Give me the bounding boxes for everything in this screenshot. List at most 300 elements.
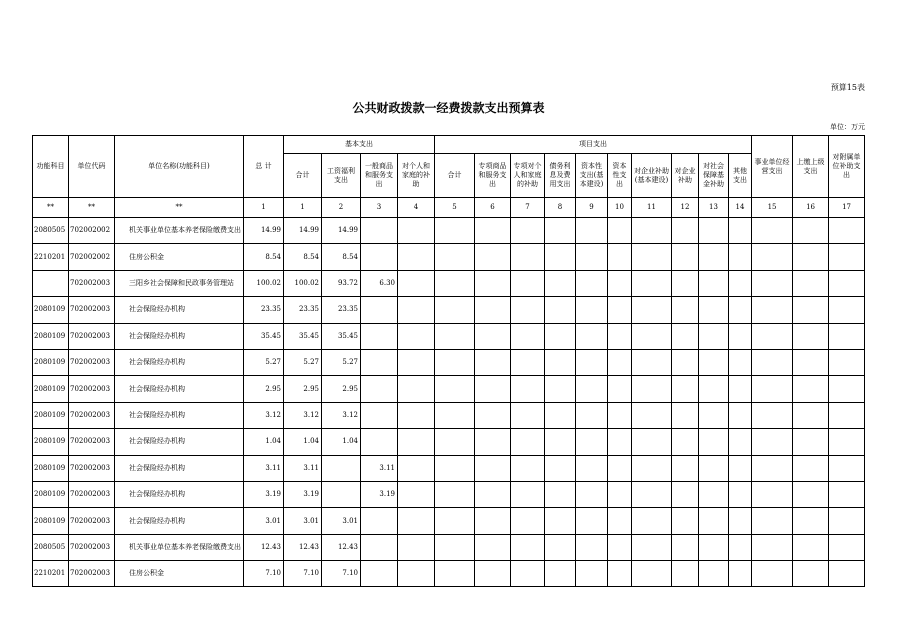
wage-cell: [322, 481, 361, 507]
index-cell: 1: [284, 198, 322, 218]
unit-code-cell: 702002003: [69, 455, 115, 481]
index-cell: 7: [511, 198, 545, 218]
empty-cell: [793, 218, 829, 244]
goods-services-cell: [361, 376, 398, 402]
empty-cell: [829, 244, 865, 270]
empty-cell: [608, 561, 632, 587]
personal-aid-cell: [398, 218, 435, 244]
empty-cell: [632, 349, 672, 375]
empty-cell: [545, 323, 576, 349]
total-cell: 3.19: [244, 481, 284, 507]
personal-aid-cell: [398, 297, 435, 323]
empty-cell: [829, 455, 865, 481]
empty-cell: [475, 402, 511, 428]
empty-cell: [608, 297, 632, 323]
wage-cell: 7.10: [322, 561, 361, 587]
empty-cell: [752, 402, 793, 428]
empty-cell: [729, 297, 752, 323]
empty-cell: [435, 534, 475, 560]
total-cell: 3.01: [244, 508, 284, 534]
empty-cell: [829, 534, 865, 560]
empty-cell: [475, 349, 511, 375]
empty-cell: [752, 323, 793, 349]
header-project: 专项商品和服务支出: [475, 154, 511, 198]
empty-cell: [672, 244, 699, 270]
empty-cell: [545, 402, 576, 428]
func-subject-cell: 2210201: [33, 244, 69, 270]
unit-code-cell: 702002003: [69, 429, 115, 455]
empty-cell: [435, 455, 475, 481]
goods-services-cell: [361, 349, 398, 375]
table-row: [33, 429, 865, 455]
empty-cell: [752, 218, 793, 244]
empty-cell: [632, 270, 672, 296]
unit-code-cell: 702002003: [69, 508, 115, 534]
total-cell: 3.12: [244, 402, 284, 428]
page-title: 公共财政拨款一经费拨款支出预算表: [352, 101, 545, 115]
empty-cell: [729, 349, 752, 375]
index-cell: **: [33, 198, 69, 218]
empty-cell: [729, 218, 752, 244]
empty-cell: [729, 455, 752, 481]
personal-aid-cell: [398, 534, 435, 560]
empty-cell: [699, 349, 729, 375]
empty-cell: [632, 402, 672, 428]
unit-code-cell: 702002003: [69, 561, 115, 587]
header-basic: 工资福利支出: [322, 154, 361, 198]
empty-cell: [475, 561, 511, 587]
unit-code-cell: 702002003: [69, 270, 115, 296]
unit-name-cell: 社会保险经办机构: [115, 481, 244, 507]
empty-cell: [752, 455, 793, 481]
table-row: [33, 376, 865, 402]
empty-cell: [829, 508, 865, 534]
unit-name-cell: 机关事业单位基本养老保险缴费支出: [115, 218, 244, 244]
empty-cell: [576, 349, 608, 375]
empty-cell: [475, 244, 511, 270]
header-project: 对企业补助(基本建设): [632, 154, 672, 198]
empty-cell: [632, 244, 672, 270]
func-subject-cell: 2080109: [33, 481, 69, 507]
empty-cell: [699, 376, 729, 402]
empty-cell: [672, 323, 699, 349]
empty-cell: [545, 297, 576, 323]
empty-cell: [729, 481, 752, 507]
unit-name-cell: 社会保险经办机构: [115, 297, 244, 323]
goods-services-cell: 3.19: [361, 481, 398, 507]
empty-cell: [699, 534, 729, 560]
index-cell: 4: [398, 198, 435, 218]
empty-cell: [435, 323, 475, 349]
empty-cell: [545, 429, 576, 455]
index-cell: 10: [608, 198, 632, 218]
empty-cell: [511, 270, 545, 296]
total-cell: 23.35: [244, 297, 284, 323]
empty-cell: [435, 270, 475, 296]
empty-cell: [511, 534, 545, 560]
empty-cell: [699, 244, 729, 270]
empty-cell: [576, 323, 608, 349]
table-row: [33, 323, 865, 349]
empty-cell: [829, 349, 865, 375]
header-unit-name: 单位名称(功能科目): [115, 136, 244, 198]
empty-cell: [545, 455, 576, 481]
index-cell: 16: [793, 198, 829, 218]
empty-cell: [511, 561, 545, 587]
empty-cell: [576, 534, 608, 560]
header-other: 事业单位经营支出: [752, 136, 793, 198]
empty-cell: [632, 534, 672, 560]
empty-cell: [672, 376, 699, 402]
wage-cell: 14.99: [322, 218, 361, 244]
header-project: 专项对个人和家庭的补助: [511, 154, 545, 198]
empty-cell: [793, 481, 829, 507]
empty-cell: [672, 270, 699, 296]
table-row: [33, 349, 865, 375]
empty-cell: [608, 323, 632, 349]
basic-total-cell: 3.01: [284, 508, 322, 534]
header-project: 合计: [435, 154, 475, 198]
func-subject-cell: [33, 270, 69, 296]
index-cell: 2: [322, 198, 361, 218]
unit-name-cell: 社会保险经办机构: [115, 508, 244, 534]
empty-cell: [435, 349, 475, 375]
goods-services-cell: [361, 244, 398, 270]
goods-services-cell: [361, 508, 398, 534]
table-row: [33, 402, 865, 428]
empty-cell: [435, 218, 475, 244]
empty-cell: [545, 534, 576, 560]
empty-cell: [545, 270, 576, 296]
index-cell: 17: [829, 198, 865, 218]
empty-cell: [608, 218, 632, 244]
empty-cell: [752, 349, 793, 375]
empty-cell: [829, 429, 865, 455]
empty-cell: [545, 349, 576, 375]
total-cell: 35.45: [244, 323, 284, 349]
goods-services-cell: [361, 323, 398, 349]
empty-cell: [576, 455, 608, 481]
basic-total-cell: 100.02: [284, 270, 322, 296]
empty-cell: [699, 508, 729, 534]
budget-table: [32, 135, 865, 587]
empty-cell: [608, 508, 632, 534]
func-subject-cell: 2080505: [33, 534, 69, 560]
empty-cell: [545, 508, 576, 534]
index-cell: **: [115, 198, 244, 218]
empty-cell: [632, 297, 672, 323]
personal-aid-cell: [398, 455, 435, 481]
empty-cell: [793, 323, 829, 349]
empty-cell: [435, 297, 475, 323]
func-subject-cell: 2080109: [33, 323, 69, 349]
goods-services-cell: [361, 534, 398, 560]
header-other: 上缴上级支出: [793, 136, 829, 198]
empty-cell: [632, 323, 672, 349]
empty-cell: [793, 534, 829, 560]
personal-aid-cell: [398, 349, 435, 375]
empty-cell: [793, 402, 829, 428]
empty-cell: [475, 297, 511, 323]
empty-cell: [608, 481, 632, 507]
wage-cell: 3.12: [322, 402, 361, 428]
empty-cell: [475, 429, 511, 455]
table-body: [33, 218, 865, 587]
basic-total-cell: 3.12: [284, 402, 322, 428]
unit-name-cell: 社会保险经办机构: [115, 323, 244, 349]
empty-cell: [511, 323, 545, 349]
index-cell: **: [69, 198, 115, 218]
func-subject-cell: 2080109: [33, 349, 69, 375]
unit-name-cell: 社会保险经办机构: [115, 455, 244, 481]
index-cell: 8: [545, 198, 576, 218]
empty-cell: [545, 376, 576, 402]
total-cell: 3.11: [244, 455, 284, 481]
basic-total-cell: 3.11: [284, 455, 322, 481]
empty-cell: [793, 349, 829, 375]
empty-cell: [545, 481, 576, 507]
empty-cell: [729, 508, 752, 534]
unit-code-cell: 702002003: [69, 323, 115, 349]
unit-name-cell: 住房公积金: [115, 244, 244, 270]
header-project: 对社会保障基金补助: [699, 154, 729, 198]
total-cell: 5.27: [244, 349, 284, 375]
basic-total-cell: 14.99: [284, 218, 322, 244]
index-cell: 1: [244, 198, 284, 218]
empty-cell: [729, 376, 752, 402]
header-basic: 合计: [284, 154, 322, 198]
goods-services-cell: [361, 218, 398, 244]
goods-services-cell: 3.11: [361, 455, 398, 481]
personal-aid-cell: [398, 508, 435, 534]
empty-cell: [576, 244, 608, 270]
empty-cell: [672, 402, 699, 428]
wage-cell: 1.04: [322, 429, 361, 455]
empty-cell: [699, 561, 729, 587]
empty-cell: [576, 376, 608, 402]
wage-cell: 5.27: [322, 349, 361, 375]
empty-cell: [729, 244, 752, 270]
empty-cell: [475, 376, 511, 402]
goods-services-cell: [361, 297, 398, 323]
empty-cell: [793, 429, 829, 455]
basic-total-cell: 8.54: [284, 244, 322, 270]
empty-cell: [435, 429, 475, 455]
empty-cell: [511, 481, 545, 507]
unit-code-cell: 702002002: [69, 244, 115, 270]
empty-cell: [793, 244, 829, 270]
empty-cell: [576, 561, 608, 587]
empty-cell: [672, 218, 699, 244]
personal-aid-cell: [398, 244, 435, 270]
empty-cell: [435, 402, 475, 428]
func-subject-cell: 2080109: [33, 455, 69, 481]
empty-cell: [729, 561, 752, 587]
empty-cell: [699, 429, 729, 455]
empty-cell: [608, 534, 632, 560]
empty-cell: [672, 561, 699, 587]
empty-cell: [608, 455, 632, 481]
empty-cell: [793, 376, 829, 402]
header-basic: 对个人和家庭的补助: [398, 154, 435, 198]
empty-cell: [576, 508, 608, 534]
header-other: 对附属单位补助支出: [829, 136, 865, 198]
personal-aid-cell: [398, 270, 435, 296]
header-project: 资本性支出(基本建设): [576, 154, 608, 198]
personal-aid-cell: [398, 323, 435, 349]
empty-cell: [435, 508, 475, 534]
header-project: 对企业补助: [672, 154, 699, 198]
empty-cell: [752, 534, 793, 560]
empty-cell: [752, 297, 793, 323]
empty-cell: [699, 297, 729, 323]
unit-code-cell: 702002003: [69, 534, 115, 560]
page-code: 预算15表: [830, 83, 865, 92]
empty-cell: [699, 481, 729, 507]
table-row: [33, 481, 865, 507]
empty-cell: [576, 297, 608, 323]
empty-cell: [632, 218, 672, 244]
empty-cell: [672, 534, 699, 560]
empty-cell: [672, 481, 699, 507]
empty-cell: [576, 481, 608, 507]
empty-cell: [511, 244, 545, 270]
header-func-subject: 功能科目: [33, 136, 69, 198]
empty-cell: [608, 244, 632, 270]
header-project: 债务利息及费用支出: [545, 154, 576, 198]
func-subject-cell: 2080109: [33, 508, 69, 534]
unit-code-cell: 702002002: [69, 218, 115, 244]
header-basic-group: 基本支出: [284, 136, 435, 154]
total-cell: 7.10: [244, 561, 284, 587]
table-row: [33, 244, 865, 270]
empty-cell: [545, 244, 576, 270]
empty-cell: [699, 323, 729, 349]
empty-cell: [793, 270, 829, 296]
empty-cell: [729, 534, 752, 560]
basic-total-cell: 2.95: [284, 376, 322, 402]
empty-cell: [699, 270, 729, 296]
index-cell: 13: [699, 198, 729, 218]
empty-cell: [475, 534, 511, 560]
table-row: [33, 218, 865, 244]
wage-cell: [322, 455, 361, 481]
empty-cell: [511, 508, 545, 534]
wage-cell: 35.45: [322, 323, 361, 349]
personal-aid-cell: [398, 561, 435, 587]
empty-cell: [672, 349, 699, 375]
empty-cell: [511, 455, 545, 481]
empty-cell: [829, 376, 865, 402]
empty-cell: [729, 323, 752, 349]
basic-total-cell: 1.04: [284, 429, 322, 455]
empty-cell: [752, 270, 793, 296]
unit-label: 单位：万元: [830, 123, 865, 131]
empty-cell: [829, 297, 865, 323]
empty-cell: [672, 455, 699, 481]
empty-cell: [576, 402, 608, 428]
empty-cell: [632, 508, 672, 534]
empty-cell: [793, 455, 829, 481]
table-row: [33, 270, 865, 296]
empty-cell: [608, 429, 632, 455]
empty-cell: [632, 429, 672, 455]
empty-cell: [435, 481, 475, 507]
empty-cell: [576, 429, 608, 455]
unit-name-cell: 社会保险经办机构: [115, 349, 244, 375]
header-unit-code: 单位代码: [69, 136, 115, 198]
func-subject-cell: 2080505: [33, 218, 69, 244]
goods-services-cell: [361, 561, 398, 587]
empty-cell: [608, 376, 632, 402]
func-subject-cell: 2080109: [33, 297, 69, 323]
basic-total-cell: 23.35: [284, 297, 322, 323]
empty-cell: [511, 376, 545, 402]
header-project-group: 项目支出: [435, 136, 752, 154]
unit-name-cell: 机关事业单位基本养老保险缴费支出: [115, 534, 244, 560]
empty-cell: [632, 376, 672, 402]
basic-total-cell: 7.10: [284, 561, 322, 587]
empty-cell: [545, 218, 576, 244]
header-total: 总 计: [244, 136, 284, 198]
empty-cell: [475, 508, 511, 534]
empty-cell: [576, 218, 608, 244]
empty-cell: [608, 270, 632, 296]
empty-cell: [829, 270, 865, 296]
wage-cell: 93.72: [322, 270, 361, 296]
empty-cell: [475, 323, 511, 349]
empty-cell: [729, 270, 752, 296]
empty-cell: [752, 376, 793, 402]
total-cell: 12.43: [244, 534, 284, 560]
empty-cell: [632, 455, 672, 481]
empty-cell: [475, 481, 511, 507]
basic-total-cell: 35.45: [284, 323, 322, 349]
empty-cell: [475, 455, 511, 481]
index-cell: 5: [435, 198, 475, 218]
unit-name-cell: 三阳乡社会保障和民政事务管理站: [115, 270, 244, 296]
total-cell: 8.54: [244, 244, 284, 270]
empty-cell: [545, 561, 576, 587]
goods-services-cell: 6.30: [361, 270, 398, 296]
table-row: [33, 297, 865, 323]
empty-cell: [752, 481, 793, 507]
table-row: [33, 534, 865, 560]
empty-cell: [475, 218, 511, 244]
basic-total-cell: 12.43: [284, 534, 322, 560]
empty-cell: [576, 270, 608, 296]
empty-cell: [829, 402, 865, 428]
table-row: [33, 455, 865, 481]
unit-code-cell: 702002003: [69, 402, 115, 428]
empty-cell: [435, 376, 475, 402]
empty-cell: [752, 244, 793, 270]
empty-cell: [793, 297, 829, 323]
func-subject-cell: 2080109: [33, 402, 69, 428]
empty-cell: [672, 429, 699, 455]
empty-cell: [793, 508, 829, 534]
wage-cell: 2.95: [322, 376, 361, 402]
header-project: 资本性支出: [608, 154, 632, 198]
index-cell: 9: [576, 198, 608, 218]
empty-cell: [752, 508, 793, 534]
empty-cell: [475, 270, 511, 296]
empty-cell: [699, 218, 729, 244]
personal-aid-cell: [398, 376, 435, 402]
unit-code-cell: 702002003: [69, 376, 115, 402]
index-cell: 12: [672, 198, 699, 218]
unit-name-cell: 社会保险经办机构: [115, 429, 244, 455]
